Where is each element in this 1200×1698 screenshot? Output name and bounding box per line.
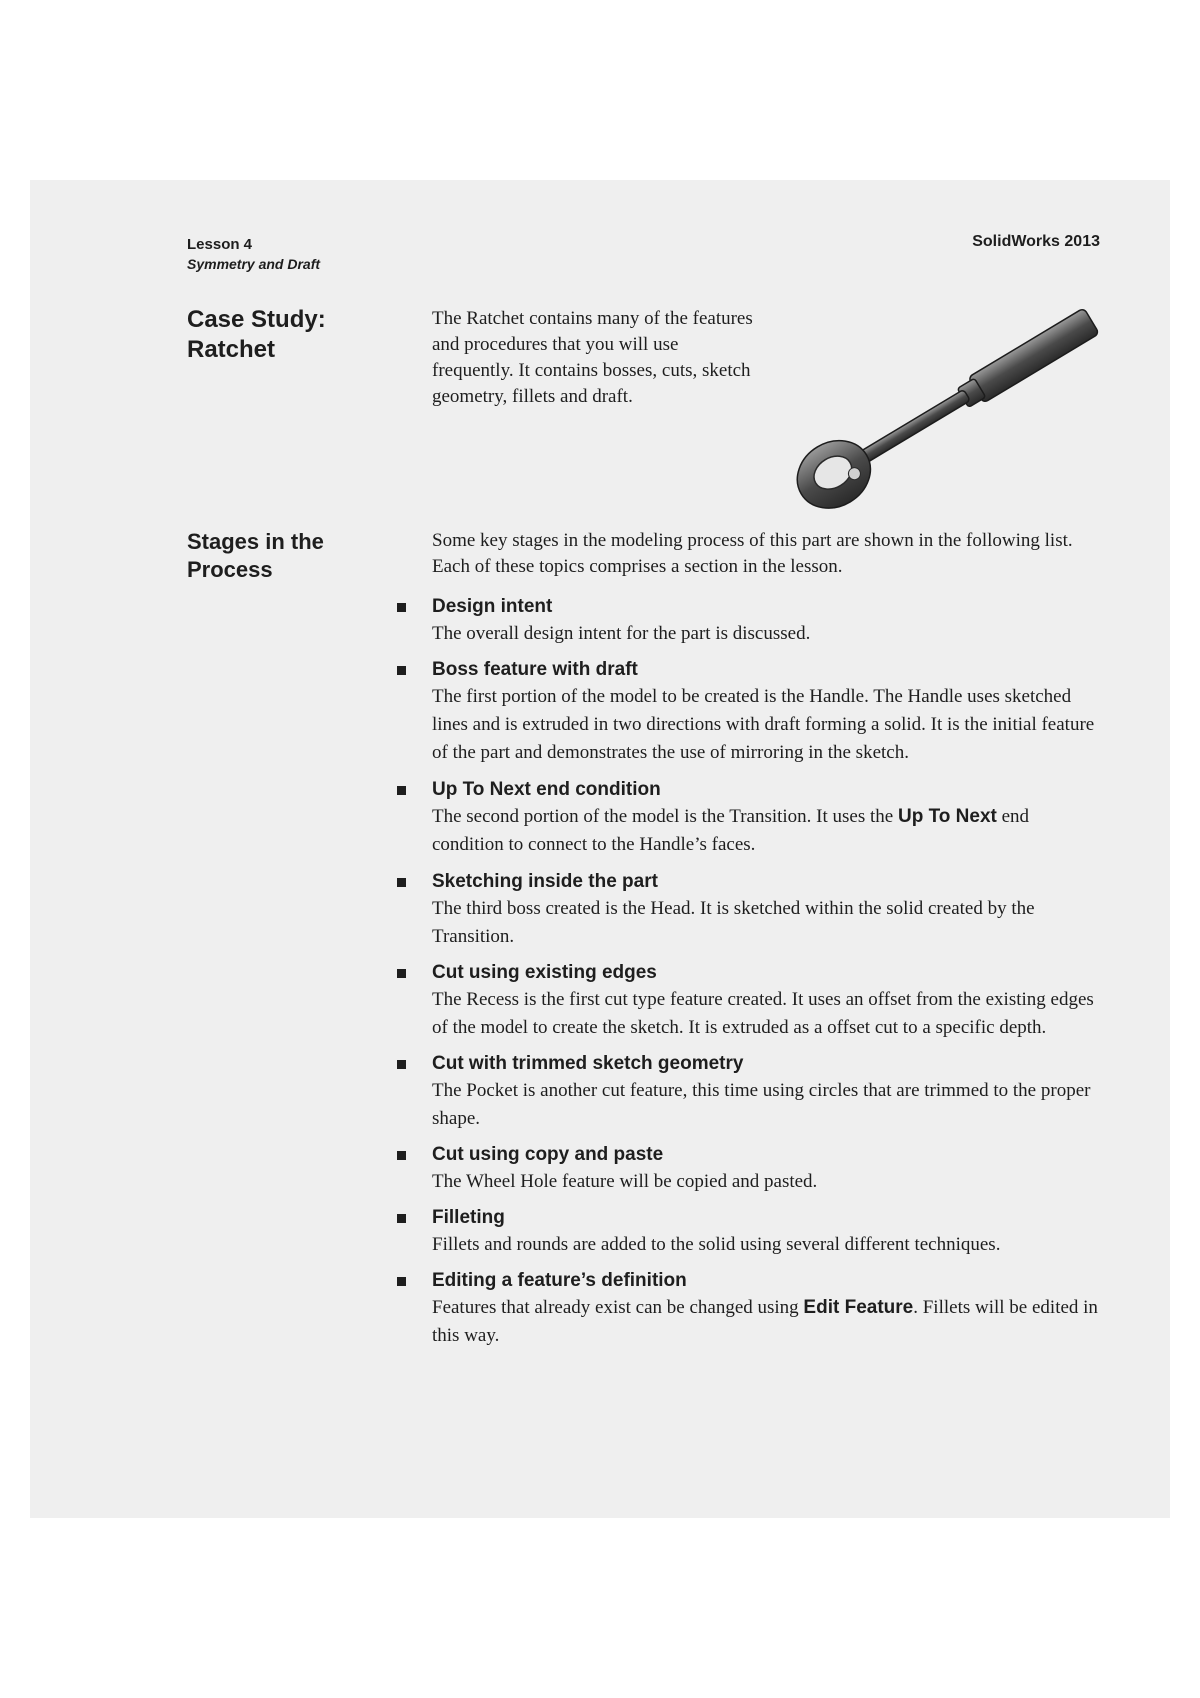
stage-text: The second portion of the model is the Transition. It uses the Up To Next end condition to connect to the Handle’s faces. — [432, 806, 1030, 855]
stage-text: Fillets and rounds are added to the solid using several different techniques. — [432, 1234, 1001, 1255]
bullet-icon — [397, 786, 406, 795]
list-item — [395, 1051, 1105, 1133]
stages-intro: Some key stages in the modeling process of this part are shown in the following list. Each of these topics comprises a section in the lesson. — [432, 530, 1073, 577]
stages-list — [395, 594, 1105, 1350]
bullet-icon — [397, 1060, 406, 1069]
list-item — [395, 1268, 1105, 1350]
stage-title: Design intent — [432, 596, 553, 617]
stage-text: The Wheel Hole feature will be copied and pasted. — [432, 1171, 818, 1192]
list-item — [395, 1142, 1105, 1196]
list-item — [395, 869, 1105, 951]
list-item — [395, 777, 1105, 859]
bullet-icon — [397, 666, 406, 675]
bullet-icon — [397, 1214, 406, 1223]
stage-title: Cut using copy and paste — [432, 1144, 664, 1165]
stages-heading: Stages in the Process — [187, 529, 324, 582]
stage-text: The Pocket is another cut feature, this time using circles that are trimmed to the proper shape. — [432, 1080, 1091, 1129]
bullet-icon — [397, 1277, 406, 1286]
stage-text: The third boss created is the Head. It is sketched within the solid created by the Transition. — [432, 898, 1035, 947]
bullet-icon — [397, 878, 406, 887]
stage-title: Filleting — [432, 1207, 505, 1228]
case-study-heading: Case Study: Ratchet — [187, 306, 326, 363]
stage-text: The first portion of the model to be created is the Handle. The Handle uses sketched lines and is extruded in two directions with draft forming a solid. It is the initial feature of the part and demonstrates the use of mirroring in the sketch. — [432, 686, 1095, 763]
case-study-text: The Ratchet contains many of the features and procedures that you will use frequently. It contains bosses, cuts, sketch geometry, fillets and draft. — [432, 308, 753, 407]
list-item — [395, 1205, 1105, 1259]
stage-title: Up To Next end condition — [432, 779, 661, 800]
list-item — [395, 657, 1105, 767]
ratchet-wrench-image — [776, 300, 1106, 520]
list-item — [395, 960, 1105, 1042]
stage-title: Editing a feature’s definition — [432, 1270, 687, 1291]
bullet-icon — [397, 1151, 406, 1160]
bullet-icon — [397, 969, 406, 978]
stage-text: The Recess is the first cut type feature created. It uses an offset from the existing edges of the model to create the sketch. It is extruded as a offset cut to a specific depth. — [432, 989, 1094, 1038]
list-item — [395, 594, 1105, 648]
stage-title: Cut using existing edges — [432, 962, 657, 983]
lesson-subtitle: Symmetry and Draft — [187, 256, 321, 272]
bullet-icon — [397, 603, 406, 612]
product-name: SolidWorks 2013 — [972, 233, 1100, 250]
stage-text: Features that already exist can be changed using Edit Feature. Fillets will be edited in this way. — [432, 1297, 1098, 1346]
stage-title: Boss feature with draft — [432, 659, 638, 680]
stage-text: The overall design intent for the part is discussed. — [432, 623, 811, 644]
stage-title: Sketching inside the part — [432, 871, 658, 892]
lesson-number: Lesson 4 — [187, 236, 253, 253]
stage-title: Cut with trimmed sketch geometry — [432, 1053, 744, 1074]
